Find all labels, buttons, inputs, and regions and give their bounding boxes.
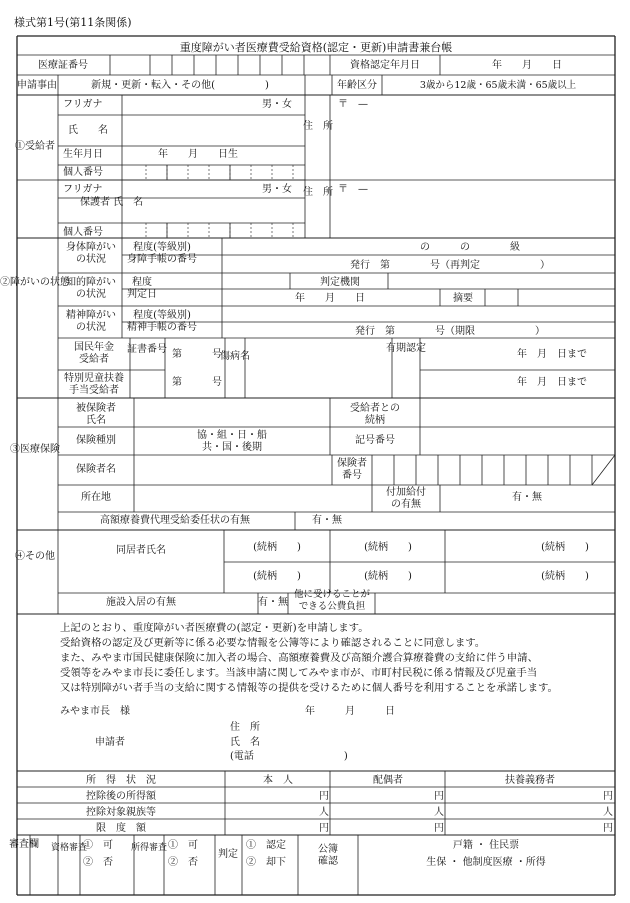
cert-format-1: 第 号 [172,349,222,360]
reason-options: 新規・更新・転入・その他( ) [91,80,269,91]
relation-format-2: (続柄 ) [541,542,589,553]
label-qual-review: 資格審査 [50,843,88,853]
label-after-deduction: 控除後の所得額 [86,791,156,802]
label-mental: 精神障がい の状況 [66,310,116,333]
birth-format: 年 月 日生 [158,149,238,160]
label-mynumber-guardian: 個人番号 [63,227,103,238]
label-public-fund: 他に受けることが できる公費負担 [293,589,371,612]
unit-8: 円 [603,823,613,834]
postal-mark: 〒 — [338,99,368,110]
phone-format: (電話 ) [230,751,348,762]
declaration-text [60,621,610,696]
label-sign-address: 住 所 [230,722,260,733]
label-medical-no: 医療証番号 [38,60,88,71]
label-mynumber: 個人番号 [63,167,103,178]
label-sign-name: 氏 名 [230,737,260,748]
form-number-label: 様式第1号(第11条関係) [14,16,132,29]
unit-1: 円 [434,791,444,802]
declaration-line: 受領等をみやま市長に委任します。当該申請に関してみやま市が、市町村民税に係る情報及び児童手当 [60,667,538,679]
label-income-status: 所 得 状 況 [86,775,156,786]
label-holder: 保険者名 [76,464,116,475]
label-address: 住 所 [303,121,333,132]
grid-line [592,455,615,485]
label-cert-no: 証書番号 [127,344,167,355]
label-disease: 傷病名 [220,351,250,362]
relation-format-0: (続柄 ) [253,542,301,553]
label-name: 氏 名 [68,125,108,136]
label-pension: 国民年金 受給者 [74,342,114,365]
label-dependent: 扶養義務者 [505,775,555,786]
label-physical: 身体障がい の状況 [66,242,116,265]
label-age: 年齢区分 [337,80,377,91]
section-other: ④その他 [15,551,55,562]
qual-option-no: ② 否 [83,857,113,868]
form-title: 重度障がい者医療費受給資格(認定・更新)申請書兼台帳 [179,41,453,54]
cert-date-format: 年 月 日 [492,60,562,71]
application-date: 年 月 日 [305,706,395,717]
postal-mark-guardian: 〒 — [338,184,368,195]
unit-3: 人 [319,807,329,818]
income-option-ok: ① 可 [168,840,198,851]
records-line-2: 生保 ・ 他制度医療 ・所得 [426,857,546,868]
unit-7: 円 [434,823,444,834]
cert-format-2: 第 号 [172,377,222,388]
label-location: 所在地 [81,492,111,503]
label-ledger-check: 公簿 確認 [318,844,338,867]
label-special: 特別児童扶養 手当受給者 [64,373,124,396]
high-cost-yesno: 有・無 [312,515,342,526]
section-recipient: ①受給者 [15,141,55,152]
declaration-line: 受給資格の認定及び更新等に係る必要な情報を公簿等により確認されることに同意します。 [60,637,486,649]
judge-option-cert: ① 認定 [246,840,286,851]
type-options-1: 協・組・日・船 [197,430,267,441]
label-extra-benefit: 付加給付 の有無 [386,487,426,510]
mental-issue: 発行 第 号（期限 ） [355,326,545,337]
relation-format-5: (続柄 ) [541,571,589,582]
declaration-line: また、みやま市国民健康保険に加入者の場合、高額療養費及び高額介護合算療養費の支給に伴う申請、 [60,652,538,664]
unit-0: 円 [319,791,329,802]
label-holder-no: 保険者 番号 [337,458,367,481]
label-physical-grade: 程度(等級別) 身障手帳の番号 [127,242,197,265]
period-format-1: 年 月 日まで [517,349,587,360]
label-reason: 申請事由 [17,80,57,91]
declaration-line: 上記のとおり、重度障がい者医療費の(認定・更新)を申請します。 [60,622,369,634]
gender-options: 男・女 [262,99,292,110]
unit-4: 人 [434,807,444,818]
label-applicant: 申請者 [95,737,125,748]
section-insurance: ③医療保険 [10,444,60,455]
label-judge-org: 判定機関 [320,277,360,288]
relation-format-3: (続柄 ) [253,571,301,582]
label-self: 本 人 [263,775,293,786]
label-cert-date: 資格認定年月日 [350,60,420,71]
qual-option-ok: ① 可 [83,840,113,851]
label-mental-grade: 程度(等級別) 精神手帳の番号 [127,310,197,333]
label-insurance-type: 保険種別 [76,435,116,446]
relation-format-1: (続柄 ) [364,542,412,553]
label-facility: 施設入居の有無 [106,597,176,608]
label-review: 審査欄 [9,839,39,850]
label-birth: 生年月日 [63,149,103,160]
label-symbol: 記号番号 [355,435,395,446]
label-cohabitant: 同居者氏名 [116,545,166,556]
extra-yesno: 有・無 [512,492,542,503]
section-disability: ②障がいの状態 [0,277,70,288]
records-line-1: 戸籍 ・ 住民票 [452,840,520,851]
label-high-cost: 高額療養費代理受給委任状の有無 [100,515,250,526]
label-furigana: フリガナ [63,99,103,110]
unit-6: 円 [319,823,329,834]
judge-date: 年 月 日 [295,293,365,304]
unit-5: 人 [603,807,613,818]
mayor-addressee: みやま市長 様 [60,706,130,717]
label-limit: 限 度 額 [96,823,146,834]
label-address-guardian: 住 所 [303,187,333,198]
label-furigana-guardian: フリガナ [63,184,103,195]
label-relatives: 控除対象親族等 [86,807,156,818]
label-income-review: 所得審査 [130,843,168,853]
declaration-line: 又は特別障がい者手当の支給に関する情報等の提供を受けるために個人番号を利用することを承諾します。 [60,682,558,694]
label-intellectual: 知的障がい の状況 [66,277,116,300]
facility-yesno: 有・無 [258,597,288,608]
label-relation: 受給者との 続柄 [350,403,400,426]
judge-option-reject: ② 却下 [246,857,286,868]
age-options: 3歳から12歳・65歳未満・65歳以上 [419,80,577,91]
relation-format-4: (続柄 ) [364,571,412,582]
gender-options-guardian: 男・女 [262,184,292,195]
label-intel-degree: 程度 判定日 [127,277,157,300]
physical-class: の の 級 [420,242,520,253]
label-judge: 判定 [218,849,238,860]
label-summary: 摘要 [453,293,473,304]
physical-issue: 発行 第 号（再判定 ） [350,260,550,271]
label-spouse: 配偶者 [373,775,403,786]
label-insured: 被保険者 氏名 [76,403,116,426]
income-option-no: ② 否 [168,857,198,868]
unit-2: 円 [603,791,613,802]
period-format-2: 年 月 日まで [517,377,587,388]
type-options-2: 共・国・後期 [202,442,262,453]
label-period: 有期認定 [386,343,426,354]
label-guardian: 保護者 氏 名 [80,197,144,208]
